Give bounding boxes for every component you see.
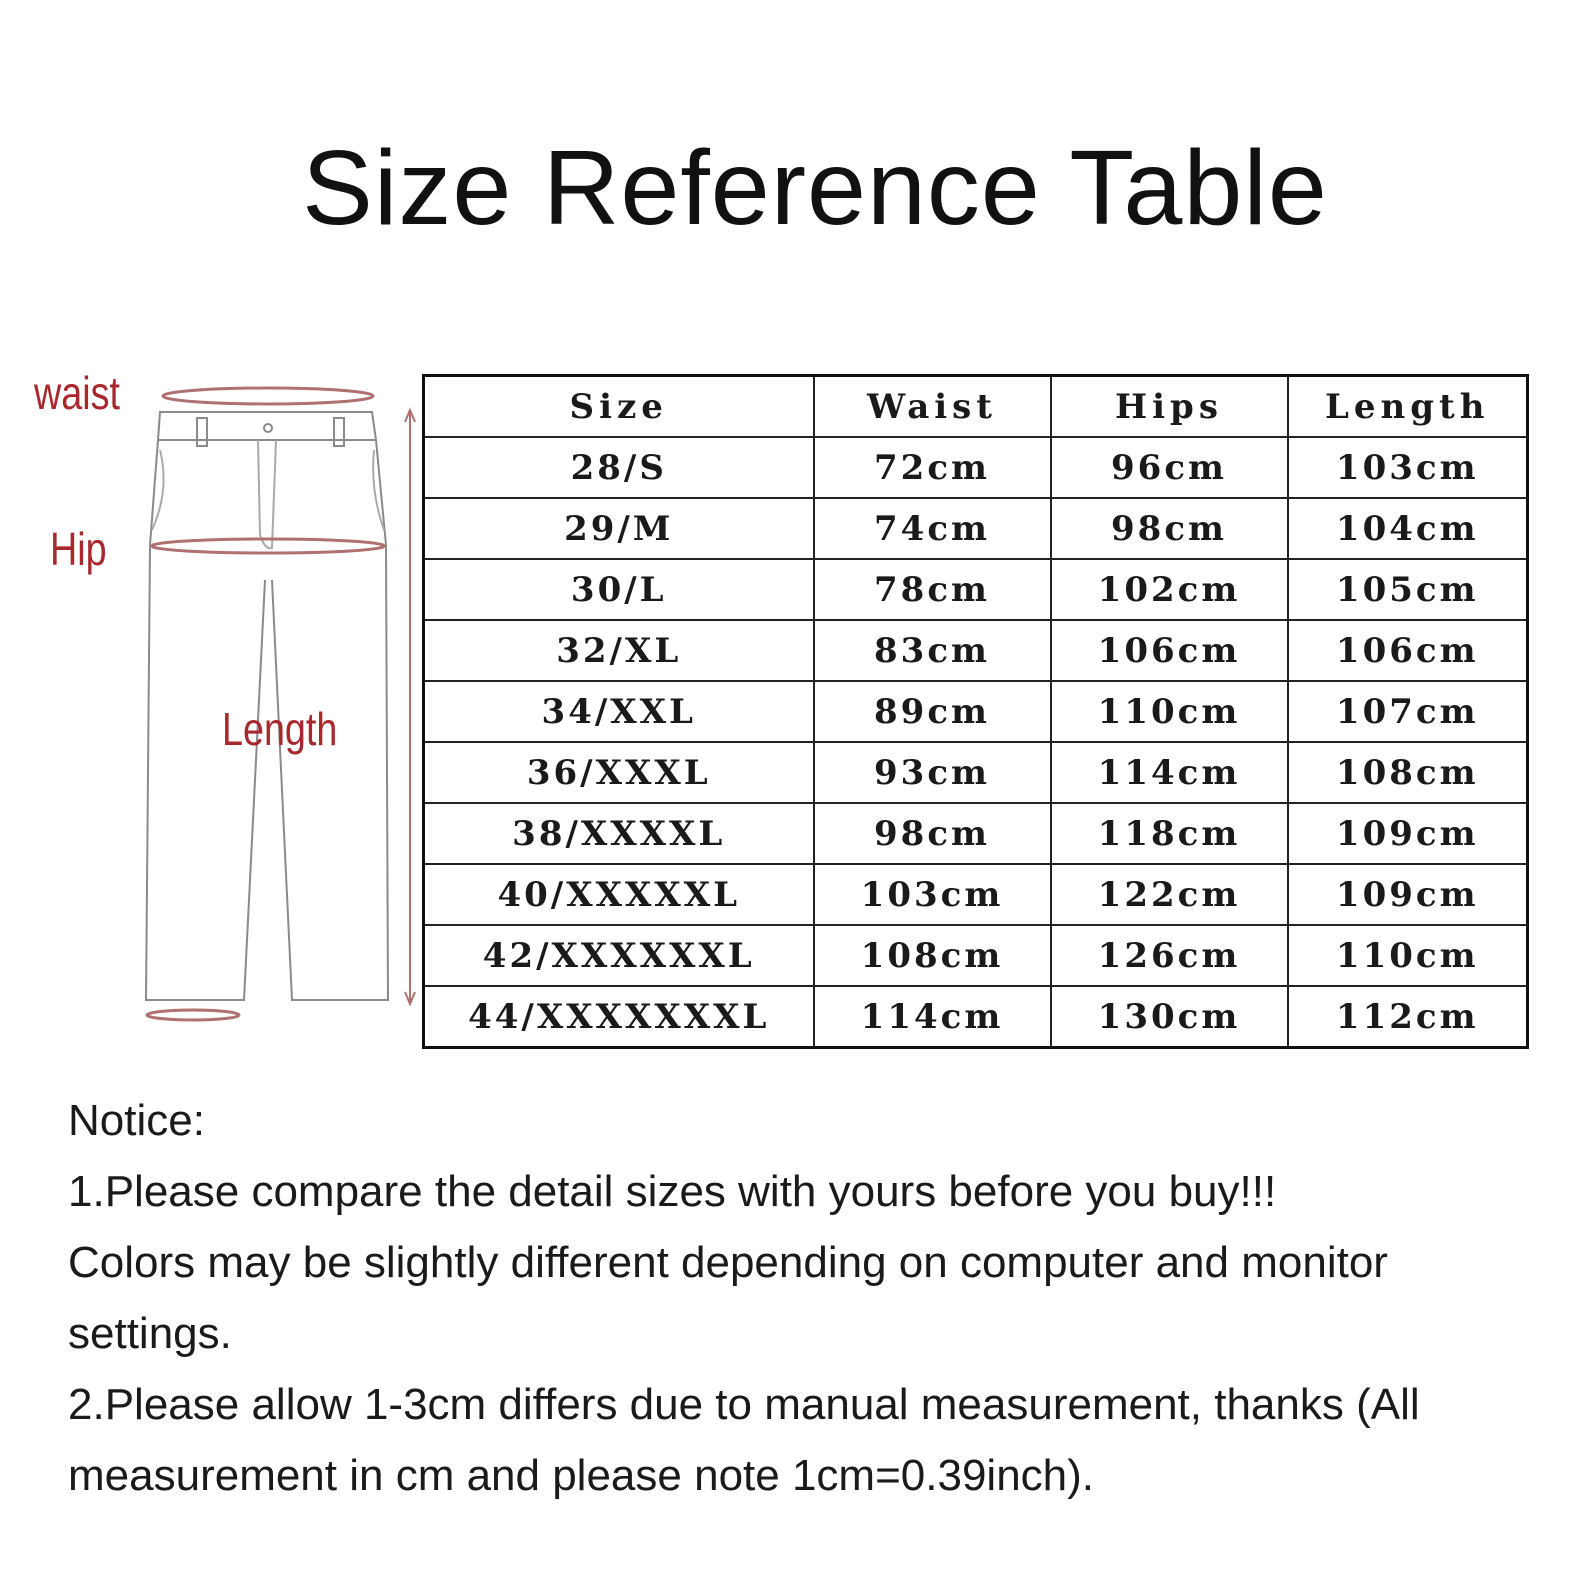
cell-waist: 83cm — [814, 620, 1051, 681]
notice-line-3: 2.Please allow 1-3cm differs due to manual measurement, thanks (All measurement in cm and please note 1cm=0.39inch). — [68, 1380, 1420, 1500]
waist-label: waist — [34, 367, 120, 419]
cell-length: 106cm — [1288, 620, 1528, 681]
table-row — [424, 925, 1528, 986]
table-row — [424, 681, 1528, 742]
table-row — [424, 986, 1528, 1048]
cell-hips: 126cm — [1051, 925, 1288, 986]
table-header-row — [424, 376, 1528, 438]
cell-size: 32/XL — [424, 620, 814, 681]
header-size: Size — [424, 376, 814, 438]
trousers-diagram — [0, 360, 440, 1050]
cell-waist: 72cm — [814, 437, 1051, 498]
table-row — [424, 742, 1528, 803]
cell-length: 107cm — [1288, 681, 1528, 742]
cell-hips: 102cm — [1051, 559, 1288, 620]
cell-size: 28/S — [424, 437, 814, 498]
cell-hips: 114cm — [1051, 742, 1288, 803]
cell-waist: 74cm — [814, 498, 1051, 559]
cell-size: 38/XXXXL — [424, 803, 814, 864]
cell-size: 40/XXXXXL — [424, 864, 814, 925]
header-waist: Waist — [814, 376, 1051, 438]
cell-length: 105cm — [1288, 559, 1528, 620]
hip-label: Hip — [50, 523, 107, 575]
notice-line-1: 1.Please compare the detail sizes with yours before you buy!!! — [68, 1167, 1277, 1216]
header-length: Length — [1288, 376, 1528, 438]
cell-length: 104cm — [1288, 498, 1528, 559]
notice-heading: Notice: — [68, 1096, 205, 1145]
cell-length: 109cm — [1288, 864, 1528, 925]
cell-waist: 114cm — [814, 986, 1051, 1048]
size-table — [422, 374, 1529, 1049]
table-row — [424, 620, 1528, 681]
table-row — [424, 559, 1528, 620]
cell-size: 42/XXXXXXL — [424, 925, 814, 986]
cell-size: 29/M — [424, 498, 814, 559]
cell-waist: 98cm — [814, 803, 1051, 864]
page-title: Size Reference Table — [302, 129, 1328, 247]
cell-hips: 98cm — [1051, 498, 1288, 559]
cell-length: 112cm — [1288, 986, 1528, 1048]
cell-size: 34/XXL — [424, 681, 814, 742]
cell-hips: 96cm — [1051, 437, 1288, 498]
length-label: Length — [222, 703, 338, 755]
cell-waist: 93cm — [814, 742, 1051, 803]
cell-size: 36/XXXL — [424, 742, 814, 803]
cell-waist: 78cm — [814, 559, 1051, 620]
notice-section — [68, 1085, 1548, 1511]
cell-size: 30/L — [424, 559, 814, 620]
cell-size: 44/XXXXXXXL — [424, 986, 814, 1048]
cell-hips: 106cm — [1051, 620, 1288, 681]
header-hips: Hips — [1051, 376, 1288, 438]
cell-length: 103cm — [1288, 437, 1528, 498]
cell-hips: 110cm — [1051, 681, 1288, 742]
cell-hips: 122cm — [1051, 864, 1288, 925]
table-row — [424, 498, 1528, 559]
cell-length: 108cm — [1288, 742, 1528, 803]
cell-length: 109cm — [1288, 803, 1528, 864]
cell-waist: 108cm — [814, 925, 1051, 986]
table-row — [424, 864, 1528, 925]
cell-hips: 118cm — [1051, 803, 1288, 864]
cell-hips: 130cm — [1051, 986, 1288, 1048]
table-row — [424, 803, 1528, 864]
table-row — [424, 437, 1528, 498]
notice-line-2: Colors may be slightly different depending on computer and monitor settings. — [68, 1238, 1388, 1358]
cell-length: 110cm — [1288, 925, 1528, 986]
cell-waist: 103cm — [814, 864, 1051, 925]
cell-waist: 89cm — [814, 681, 1051, 742]
trousers-outline-icon — [0, 360, 440, 1050]
